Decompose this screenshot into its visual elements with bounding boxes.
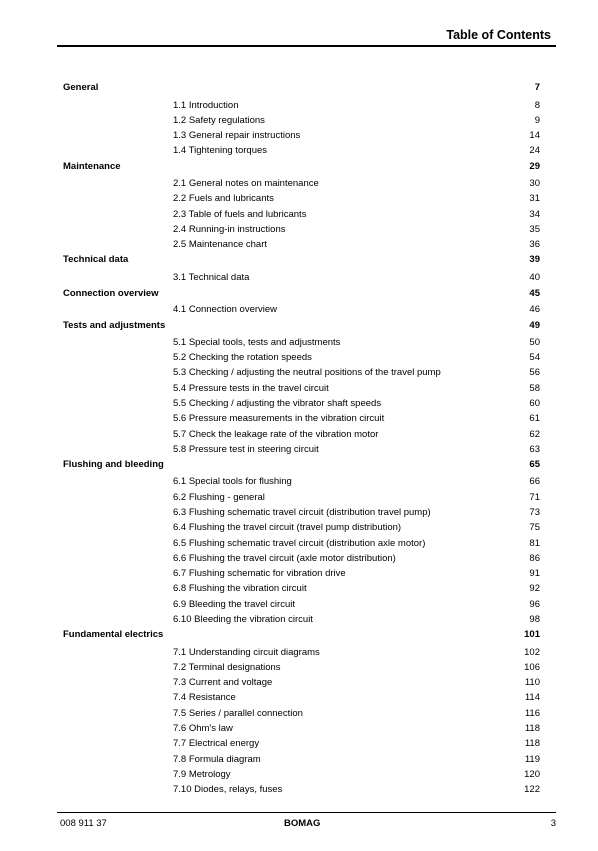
toc-entry[interactable]	[173, 382, 540, 396]
toc-entry[interactable]	[173, 397, 540, 411]
toc-entry[interactable]	[173, 491, 540, 505]
toc-entry[interactable]	[173, 722, 540, 736]
toc-entry-title: 2.5 Maintenance chart	[173, 239, 268, 250]
toc-entry-title: 1.1 Introduction	[173, 100, 239, 111]
toc-entry[interactable]	[173, 676, 540, 690]
toc-entry[interactable]	[173, 428, 540, 442]
toc-entry[interactable]	[173, 303, 540, 317]
toc-entry-title: 6.9 Bleeding the travel circuit	[173, 599, 295, 610]
toc-page-number: 98	[529, 614, 540, 625]
toc-entry[interactable]	[173, 192, 540, 206]
toc-entry-title: 1.3 General repair instructions	[173, 130, 301, 141]
toc-entry[interactable]	[173, 707, 540, 721]
toc-page-number: 54	[529, 352, 540, 363]
page-number: 3	[550, 818, 556, 829]
toc-entry-title: 2.3 Table of fuels and lubricants	[173, 209, 307, 220]
toc-entry-title: 7.7 Electrical energy	[173, 738, 260, 749]
toc-entry-title: 1.2 Safety regulations	[173, 115, 265, 126]
toc-section[interactable]	[63, 160, 540, 174]
toc-entry[interactable]	[173, 336, 540, 350]
toc-page-number: 81	[529, 538, 540, 549]
toc-page-number: 91	[529, 568, 540, 579]
toc-entry-title: 6.3 Flushing schematic travel circuit (distribution travel pump)	[173, 507, 431, 518]
toc-page-number: 50	[529, 337, 540, 348]
toc-entry-title: 1.4 Tightening torques	[173, 145, 268, 156]
toc-section-title: Technical data	[63, 254, 129, 265]
toc-entry[interactable]	[173, 144, 540, 158]
toc-section-title: Connection overview	[63, 288, 159, 299]
toc-entry-title: 5.4 Pressure tests in the travel circuit	[173, 383, 329, 394]
toc-entry-title: 5.7 Check the leakage rate of the vibration motor	[173, 429, 379, 440]
toc-entry[interactable]	[173, 366, 540, 380]
toc-section[interactable]	[63, 628, 540, 642]
toc-entry-title: 2.4 Running-in instructions	[173, 224, 286, 235]
toc-page-number: 56	[529, 367, 540, 378]
toc-entry[interactable]	[173, 208, 540, 222]
toc-entry[interactable]	[173, 768, 540, 782]
toc-section[interactable]	[63, 253, 540, 267]
toc-section-title: General	[63, 82, 99, 93]
toc-page-number: 14	[529, 130, 540, 141]
toc-page-number: 106	[524, 662, 540, 673]
toc-page-number: 63	[529, 444, 540, 455]
toc-entry-title: 6.4 Flushing the travel circuit (travel pump distribution)	[173, 522, 402, 533]
toc-page-number: 120	[524, 769, 540, 780]
toc-entry[interactable]	[173, 737, 540, 751]
toc-entry-title: 7.1 Understanding circuit diagrams	[173, 647, 320, 658]
toc-page-number: 30	[529, 178, 540, 189]
toc-page-number: 60	[529, 398, 540, 409]
toc-section[interactable]	[63, 319, 540, 333]
toc-entry[interactable]	[173, 521, 540, 535]
toc-entry[interactable]	[173, 582, 540, 596]
toc-page-number: 31	[529, 193, 540, 204]
toc-entry[interactable]	[173, 646, 540, 660]
toc-entry-title: 7.5 Series / parallel connection	[173, 708, 303, 719]
toc-entry[interactable]	[173, 223, 540, 237]
toc-page-number: 29	[529, 161, 540, 172]
toc-page-number: 36	[529, 239, 540, 250]
toc-entry-title: 3.1 Technical data	[173, 272, 250, 283]
toc-entry-title: 6.10 Bleeding the vibration circuit	[173, 614, 313, 625]
toc-entry[interactable]	[173, 613, 540, 627]
toc-section[interactable]	[63, 287, 540, 301]
toc-entry[interactable]	[173, 598, 540, 612]
toc-entry-title: 2.1 General notes on maintenance	[173, 178, 319, 189]
toc-page-number: 58	[529, 383, 540, 394]
toc-page-number: 8	[534, 100, 540, 111]
toc-entry-title: 6.6 Flushing the travel circuit (axle motor distribution)	[173, 553, 396, 564]
toc-entry-title: 7.8 Formula diagram	[173, 754, 261, 765]
toc-page-number: 71	[529, 492, 540, 503]
header-divider	[57, 45, 556, 47]
toc-entry[interactable]	[173, 177, 540, 191]
toc-page-number: 49	[529, 320, 540, 331]
toc-entry-title: 7.4 Resistance	[173, 692, 236, 703]
toc-entry-title: 5.5 Checking / adjusting the vibrator shaft speeds	[173, 398, 382, 409]
toc-entry-title: 7.3 Current and voltage	[173, 677, 273, 688]
toc-section-title: Tests and adjustments	[63, 320, 166, 331]
toc-page-number: 66	[529, 476, 540, 487]
toc-page-number: 9	[534, 115, 540, 126]
toc-entry-title: 6.8 Flushing the vibration circuit	[173, 583, 307, 594]
toc-entry[interactable]	[173, 129, 540, 143]
toc-entry[interactable]	[173, 475, 540, 489]
toc-page-number: 118	[524, 723, 540, 734]
toc-page-number: 34	[529, 209, 540, 220]
toc-page-number: 7	[534, 82, 540, 93]
brand-name: BOMAG	[284, 818, 321, 829]
toc-page-number: 61	[529, 413, 540, 424]
toc-entry[interactable]	[173, 238, 540, 252]
toc-entry[interactable]	[173, 661, 540, 675]
toc-entry[interactable]	[173, 271, 540, 285]
toc-page-number: 118	[524, 738, 540, 749]
toc-entry[interactable]	[173, 567, 540, 581]
toc-page-number: 114	[524, 692, 540, 703]
toc-page-number: 65	[529, 459, 540, 470]
page-title: Table of Contents	[446, 28, 551, 42]
toc-page-number: 45	[529, 288, 540, 299]
toc-entry-title: 7.9 Metrology	[173, 769, 231, 780]
document-number: 008 911 37	[60, 818, 107, 829]
toc-section-title: Fundamental electrics	[63, 629, 164, 640]
toc-page-number: 40	[529, 272, 540, 283]
toc-entry[interactable]	[173, 552, 540, 566]
toc-section-title: Flushing and bleeding	[63, 459, 164, 470]
toc-section-title: Maintenance	[63, 161, 121, 172]
toc-entry-title: 7.2 Terminal designations	[173, 662, 281, 673]
toc-entry[interactable]	[173, 753, 540, 767]
toc-page-number: 73	[529, 507, 540, 518]
toc-page-number: 92	[529, 583, 540, 594]
toc-page-number: 35	[529, 224, 540, 235]
toc-section[interactable]	[63, 458, 540, 472]
toc-entry[interactable]	[173, 783, 540, 797]
toc-entry[interactable]	[173, 443, 540, 457]
toc-page-number: 101	[524, 629, 540, 640]
toc-entry[interactable]	[173, 114, 540, 128]
toc-entry-title: 5.8 Pressure test in steering circuit	[173, 444, 319, 455]
toc-entry-title: 2.2 Fuels and lubricants	[173, 193, 274, 204]
toc-entry-title: 5.1 Special tools, tests and adjustments	[173, 337, 341, 348]
toc-page-number: 116	[524, 708, 540, 719]
toc-entry-title: 6.2 Flushing - general	[173, 492, 265, 503]
toc-section[interactable]	[63, 81, 540, 95]
toc-page-number: 119	[524, 754, 540, 765]
toc-entry[interactable]	[173, 506, 540, 520]
toc-page-number: 39	[529, 254, 540, 265]
toc-entry-title: 6.5 Flushing schematic travel circuit (distribution axle motor)	[173, 538, 426, 549]
toc-page-number: 24	[529, 145, 540, 156]
toc-entry[interactable]	[173, 99, 540, 113]
toc-entry-title: 6.1 Special tools for flushing	[173, 476, 292, 487]
toc-entry[interactable]	[173, 351, 540, 365]
toc-page-number: 46	[529, 304, 540, 315]
footer-divider	[57, 812, 556, 813]
toc-page-number: 86	[529, 553, 540, 564]
toc-entry[interactable]	[173, 691, 540, 705]
toc-page-number: 110	[524, 677, 540, 688]
toc-entry-title: 6.7 Flushing schematic for vibration drive	[173, 568, 346, 579]
toc-entry-title: 5.2 Checking the rotation speeds	[173, 352, 312, 363]
toc-page-number: 102	[524, 647, 540, 658]
toc-page-number: 75	[529, 522, 540, 533]
toc-entry-title: 7.6 Ohm's law	[173, 723, 233, 734]
toc-entry-title: 5.6 Pressure measurements in the vibration circuit	[173, 413, 385, 424]
toc-page-number: 62	[529, 429, 540, 440]
toc-entry-title: 4.1 Connection overview	[173, 304, 278, 315]
toc-page-number: 122	[524, 784, 540, 795]
toc-page-number: 96	[529, 599, 540, 610]
toc-entry[interactable]	[173, 537, 540, 551]
toc-entry[interactable]	[173, 412, 540, 426]
toc-entry-title: 7.10 Diodes, relays, fuses	[173, 784, 283, 795]
toc-entry-title: 5.3 Checking / adjusting the neutral positions of the travel pump	[173, 367, 441, 378]
